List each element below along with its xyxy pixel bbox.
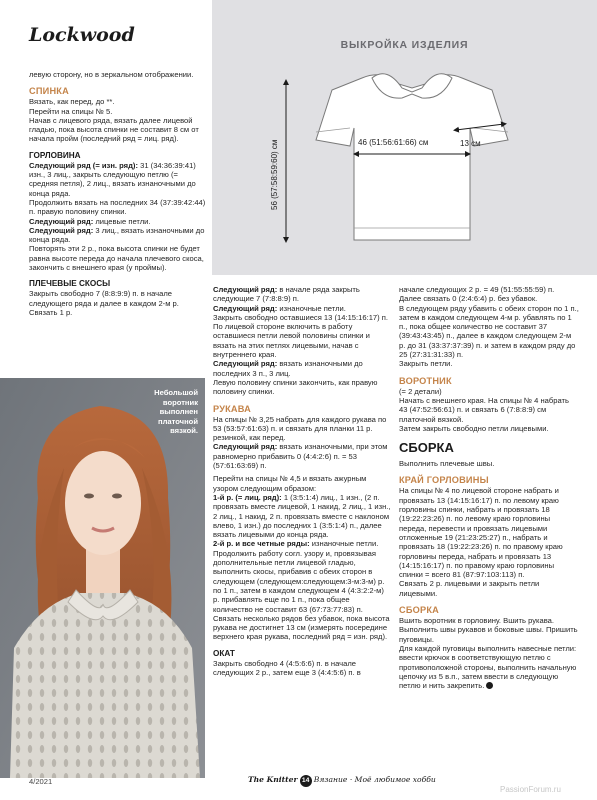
sleeve-step-3: Продолжить работу согл. узору и, провязывая дополнительные петли лицевой гладью, выполнить скосы, прибавив с обеих сторон в следующем (следующем:следующем:3-м:3-м) р. по 1 п., затем в каждом следующем 4 (4:3:2:2-м) р. прибавлять еще по 1 п., пока общее количество не составит 63 (67:73:77:83) п. [213, 548, 385, 614]
c3-step-2: Далее связать 0 (2:4:6:4) р. без убавок. [399, 294, 538, 304]
assembly-heading: СБОРКА [399, 440, 454, 456]
footer-date: 4/2021 [29, 777, 53, 786]
collar-heading: ВОРОТНИК [399, 375, 452, 386]
diagram-title: ВЫКРОЙКА ИЗДЕЛИЯ [340, 39, 469, 51]
model-photo [0, 378, 205, 778]
watermark: PassionForum.ru [500, 785, 561, 794]
sleeve-row-1: Следующий ряд: вязать изнаночными, при этом равномерно прибавить 0 (4:4:2:6) п. = 53 (57:61:63:69) п. [213, 442, 388, 471]
sleeve-step-2: Перейти на спицы № 4,5 и вязать ажурным узором следующим образом: [213, 474, 367, 493]
cap-step-1: Закрыть свободно 4 (4:5:6:6) п. в начале следующих 2 р., затем еще 3 (4:4:5:6) п. в [213, 658, 361, 677]
back-step-3: Начав с лицевого ряда, вязать далее лицевой гладью, пока высота спинки не составит 8 см от начала пройм (последний ряд = лиц. ряд). [29, 115, 199, 144]
neck-edge-step-2: Связать 2 р. лицевыми и закрыть петли лицевыми. [399, 579, 540, 598]
final-step-1: Вшить воротник в горловину. Вшить рукава. Выполнить швы рукавов и боковые швы. Пришить пуговицы. [399, 616, 578, 644]
c2-row-2: Следующий ряд: изнаночные петли. [213, 303, 346, 313]
column-3 [399, 285, 579, 690]
c3-step-4: Закрыть петли. [399, 359, 453, 369]
sleeve-label: 13 см [460, 139, 481, 148]
c2-row-1: Следующий ряд: в начале ряда закрыть следующие 7 (7:8:8:9) п. [213, 285, 360, 304]
footer-tagline: Вязание · Моё любимое хобби [313, 775, 436, 784]
c3-step-3: В следующем ряду убавить с обеих сторон по 1 п., затем в каждом следующем 4-м р. убавлять по 1 п., пока общее количество не составит 37 (39:43:43:45) п., далее в каждом следующем 2-м р. до 31 (33:37:37:39) п. и затем в каждом ряду до 25 (27:31:31:33) п. [399, 303, 579, 360]
assembly-step-1: Выполнить плечевые швы. [399, 459, 495, 469]
page-number-badge: 14 [300, 775, 312, 787]
sleeve-step-4: Связать несколько рядов без убавок, пока высота рукава не достигнет 13 см (измерять посередине верхнего края рукава, последний ряд = изн. ряд). [213, 613, 390, 642]
neckline-row-3: Следующий ряд: 3 лиц., вязать изнаночными до конца ряда. [29, 225, 205, 245]
height-label: 56 (57:58:59:60) см [270, 139, 279, 210]
intro-text: левую сторону, но в зеркальном отображении. [29, 70, 194, 79]
neckline-step-3: Повторять эти 2 р., пока высота спинки не будет равна высоте переда до начала плечевого скоса, закончить с внешнего края (у проймы). [29, 244, 204, 273]
neck-edge-heading: КРАЙ ГОРЛОВИНЫ [399, 475, 489, 486]
back-step-1: Вязать, как перед, до **. [29, 97, 115, 107]
neck-edge-step-1: На спицы № 4 по лицевой стороне набрать и провязать 13 (14:15:16:17) п. по левому краю горловины спинки, набрать и провязать 18 (19:22:23:26) п. по левому краю горловины переда, перевести и провязать лицевыми отложенные 19 (21:23:25:27) п., набрать и провязать 18 (19:22:23:26) п. по правому краю горловины переда, набрать и провязать 13 (14:15:16:17) п. по правому краю горловины спинки = всего 81 (87:97:103:113) п. [399, 486, 563, 580]
c3-step-1: начале следующих 2 р. = 49 (51:55:55:59) п. [399, 285, 555, 294]
neckline-row-1: Следующий ряд (= изн. ряд): 31 (34:36:39:41) изн., 3 лиц., закрыть следующую петлю (= средняя петля), 2 лиц., вязать изнаночными до конца ряда. [29, 160, 196, 198]
collar-step-1: (= 2 детали) [399, 386, 442, 396]
c2-step-2: По лицевой стороне включить в работу оставшиеся петли левой половины спинки и вязать на этих петлях лицевыми, начав с внутреннего края. [213, 322, 370, 360]
c2-step-3: Левую половину спинки закончить, как правую половину спинки. [213, 377, 378, 397]
shoulder-step-1: Закрыть свободно 7 (8:8:9:9) п. в начале следующего ряда и далее в каждом 2-м р. Связать 1 р. [29, 289, 179, 317]
footer-magazine: The Knitter [248, 775, 298, 784]
shoulder-heading: ПЛЕЧЕВЫЕ СКОСЫ [29, 279, 111, 289]
back-step-2: Перейти на спицы № 5. [29, 106, 113, 116]
neckline-heading: ГОРЛОВИНА [29, 150, 81, 160]
photo-caption: Небольшой воротник выполнен платочной вязкой. [154, 388, 198, 435]
back-heading: СПИНКА [29, 86, 69, 97]
column-2 [213, 285, 391, 677]
final-assembly-heading: СБОРКА [399, 605, 439, 616]
end-mark-icon [486, 682, 493, 689]
sleeve-step-1: На спицы № 3,25 набрать для каждого рукава по 53 (53:57:61:63) п. и связать для планки 11 р. резинкой, как перед. [213, 414, 387, 443]
footer-center [248, 775, 436, 787]
final-step-2: Для каждой пуговицы выполнить навесные петли: ввести крючок в соответствующую петлю с противоположной стороны, выполнить начальную цепочку из 5 в.п., затем ввести в следующую петлю и нить закрепить. [399, 643, 577, 691]
collar-step-2: Начать с внешнего края. На спицы № 4 набрать 43 (47:52:56:61) п. и связать 6 (7:8:8:9) см платочной вязкой. [399, 395, 569, 424]
brand-title: Lockwood [29, 24, 135, 46]
sleeve-row-2: 1-й р. (= лиц. ряд): 1 (3:5:1:4) лиц., 1 изн., (2 п. провязать вместе лицевой, 1 накид, 2 лиц., 1 изн., 2 лиц., 1 накид, 2 п. провязать вместе с наклоном влево, 1 изн.) до последних 1 (3:5:1:4) п., далее вязать лицевыми до конца ряда. [213, 492, 391, 540]
cap-heading: ОКАТ [213, 648, 235, 658]
c2-row-3: Следующий ряд: вязать изнаночными до последних 3 п., 3 лиц. [213, 359, 363, 378]
width-label: 46 (51:56:61:66) см [358, 138, 429, 147]
neckline-row-2: Следующий ряд: лицевые петли. [29, 216, 151, 226]
collar-step-3: Затем закрыть свободно петли лицевыми. [399, 423, 549, 433]
sleeves-heading: РУКАВА [213, 403, 251, 414]
sleeve-row-3: 2-й р. и все четные ряды: изнаночные петли. [213, 539, 379, 549]
pattern-diagram [212, 0, 597, 275]
neckline-step-2: Продолжить вязать на последних 34 (37:39:42:44) п. правую половину спинки. [29, 197, 206, 217]
column-1 [29, 70, 207, 317]
c2-step-1: Закрыть свободно оставшиеся 13 (14:15:16:17) п. [213, 312, 388, 322]
sweater-outline [316, 75, 508, 240]
model-photo-illustration [0, 378, 205, 778]
